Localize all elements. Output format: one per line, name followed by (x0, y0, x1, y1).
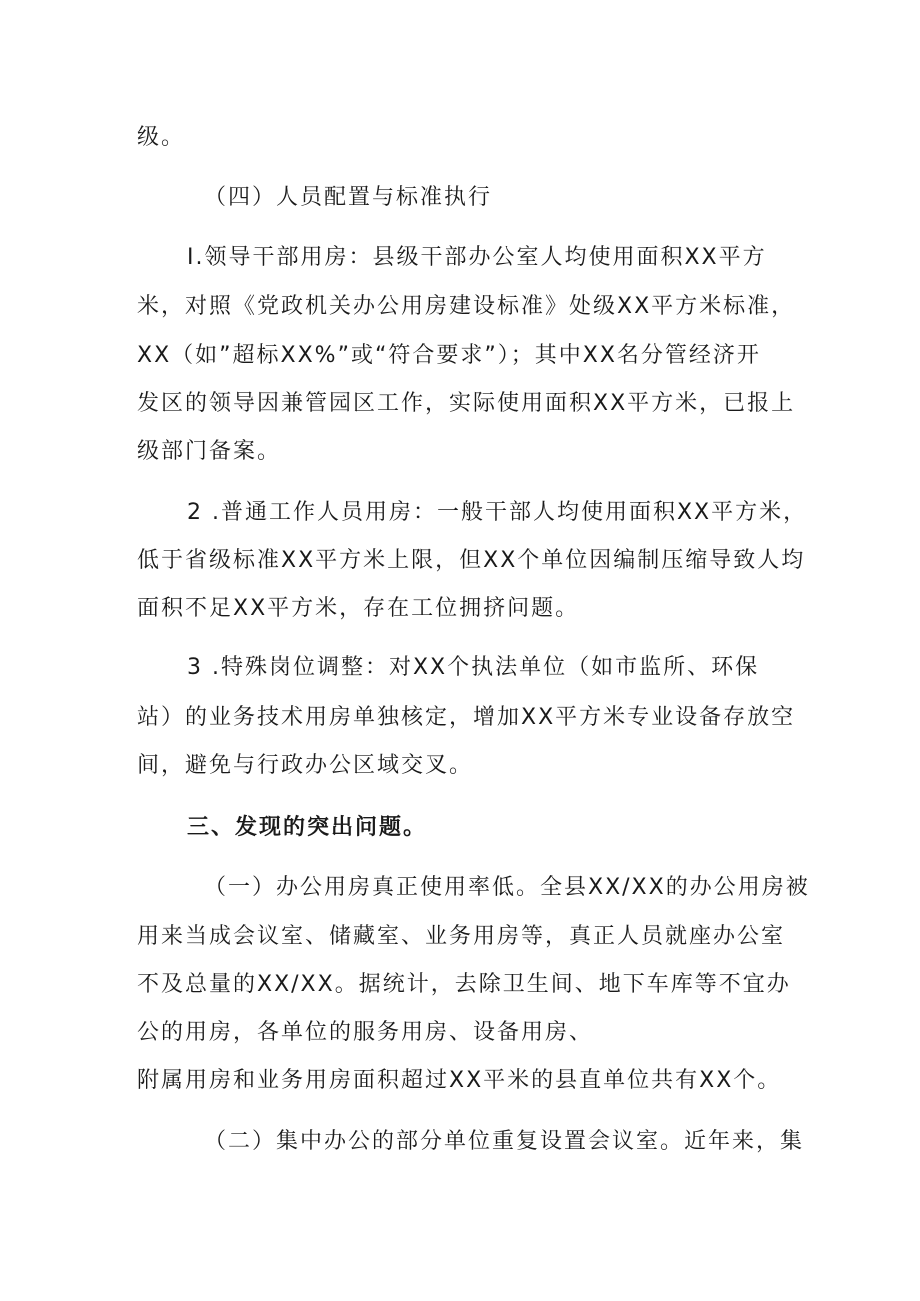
text-line: 站）的业务技术用房单独核定，增加XX平方米专业设备存放空 (137, 705, 796, 730)
text-line: 用来当成会议室、储藏室、业务用房等，真正人员就座办公室 (137, 924, 786, 949)
text-line: （一）办公用房真正使用率低。全县XX/XX的办公用房被 (204, 875, 810, 900)
text-line: I.领导干部用房：县级干部办公室人均使用面积XX平方 (187, 245, 767, 270)
text-line: （二）集中办公的部分单位重复设置会议室。近年来，集 (204, 1129, 805, 1154)
section-heading: 三、发现的突出问题。 (187, 815, 428, 840)
text-line: 3 .特殊岗位调整：对XX个执法单位（如市监所、环保 (187, 655, 760, 680)
text-line: 级。 (137, 125, 186, 150)
text-line: 附属用房和业务用房面积超过XX平米的县直单位共有XX个。 (137, 1068, 782, 1093)
text-line: 米，对照《党政机关办公用房建设标准》处级XX平方米标准， (137, 294, 796, 319)
section-heading: （四）人员配置与标准执行 (204, 185, 493, 210)
text-line: 低于省级标准XX平方米上限，但XX个单位因编制压缩导致人均 (137, 548, 806, 573)
text-line: 公的用房，各单位的服务用房、设备用房、 (137, 1020, 594, 1045)
text-line: 发区的领导因兼管园区工作，实际使用面积XX平方米，已报上 (137, 391, 796, 416)
text-line: 级部门备案。 (137, 439, 282, 464)
text-line: 间，避免与行政办公区域交叉。 (137, 753, 474, 778)
text-line: 不及总量的XX/XX。据统计，去除卫生间、地下车库等不宜办 (137, 972, 791, 997)
text-line: 面积不足XX平方米，存在工位拥挤问题。 (137, 596, 580, 621)
text-line: 2 .普通工作人员用房：一般干部人均使用面积XX平方米， (187, 500, 808, 525)
text-line: XX（如”超标XX%”或“符合要求”）；其中XX名分管经济开 (137, 343, 761, 368)
